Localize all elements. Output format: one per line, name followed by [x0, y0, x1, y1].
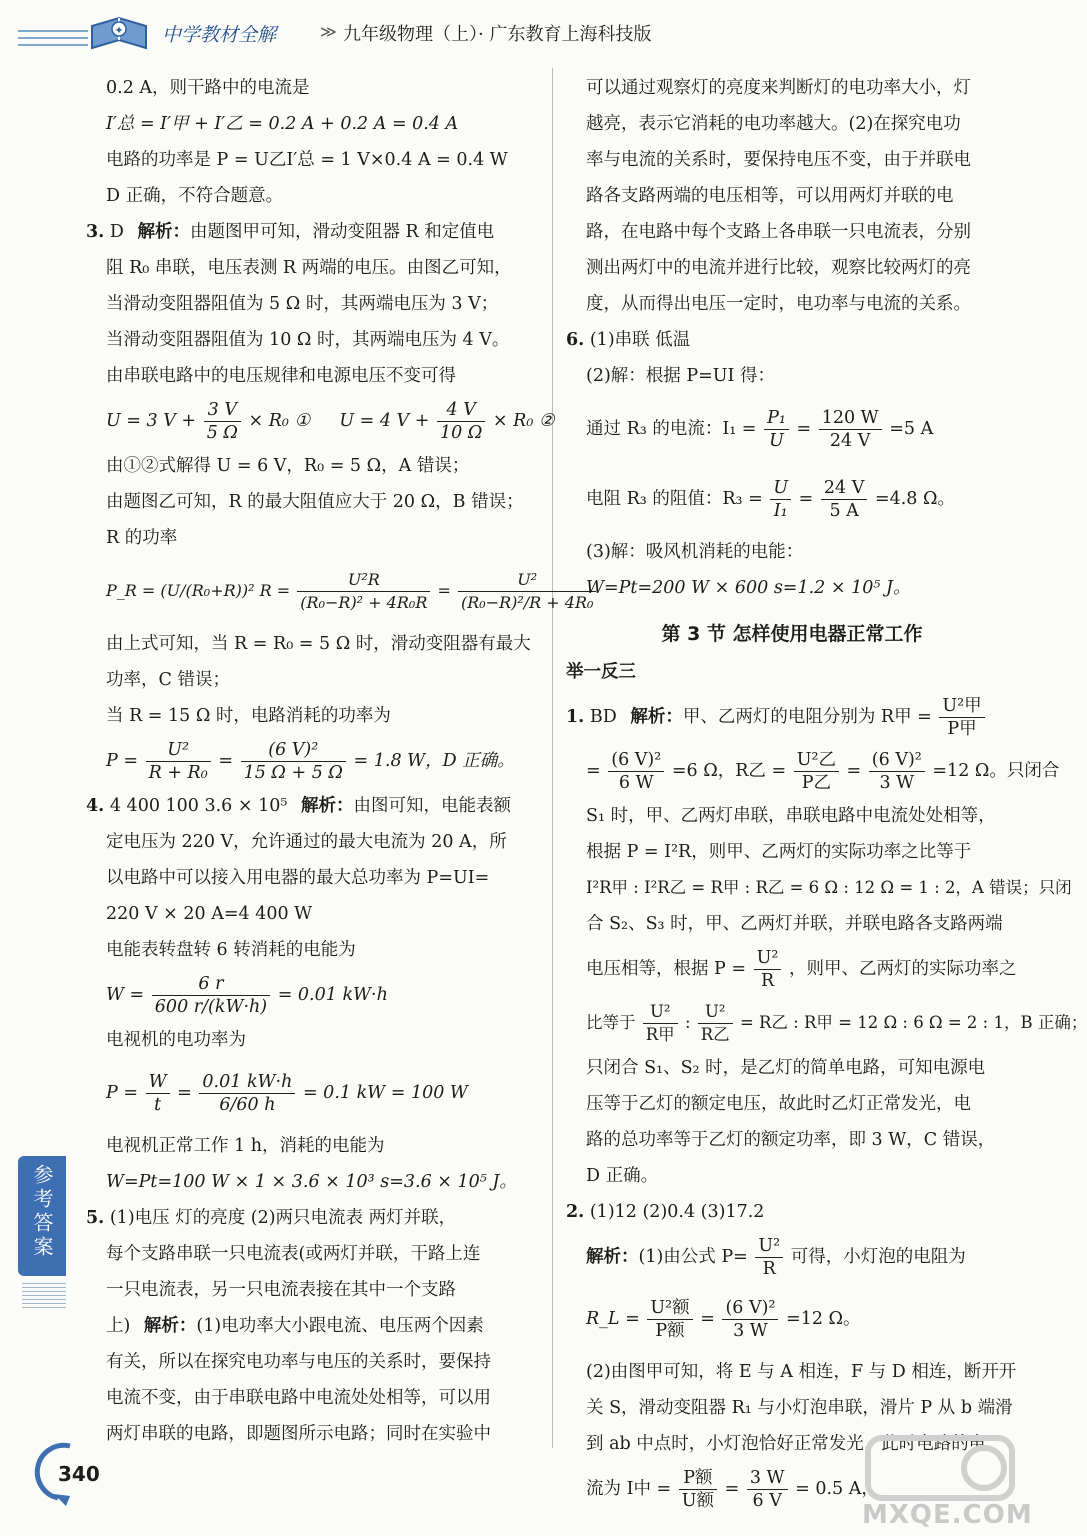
eq-part: =: [177, 1083, 192, 1103]
eq-part: 可得，小灯泡的电阻为: [790, 1247, 966, 1267]
fraction: [643, 1001, 678, 1046]
fraction: [722, 1297, 778, 1342]
numerator: (6 V)²: [722, 1297, 778, 1320]
side-tab-label: 参考答案: [30, 1164, 54, 1260]
eq-part: =: [218, 751, 234, 771]
equation-line: [572, 744, 1060, 798]
text-line: R 的功率: [106, 528, 178, 548]
denominator: R + R₀: [148, 763, 208, 783]
denominator: 5 Ω: [206, 423, 238, 443]
numerator: U²: [458, 569, 596, 592]
denominator: 3 W: [879, 773, 915, 793]
section-title: 第 3 节 怎样使用电器正常工作: [661, 623, 923, 645]
text-line: 由串联电路中的电压规律和电源电压不变可得: [106, 366, 456, 386]
svg-text:✦: ✦: [114, 24, 124, 37]
eq-part: =: [700, 1309, 715, 1329]
eq-part: =12 Ω。只闭合: [932, 761, 1060, 781]
answer: BD: [589, 707, 617, 727]
problem-1: [566, 690, 1012, 744]
analysis-label: 解析：: [630, 707, 683, 727]
text-line: 一只电流表，另一只电流表接在其中一个支路: [106, 1280, 456, 1300]
fraction: [869, 749, 925, 794]
equation-line: [92, 1058, 534, 1128]
analysis-label: 解析：: [586, 1247, 639, 1267]
numerator: P₁: [764, 407, 789, 430]
text-line: 电路的功率是 P = U乙I′总 = 1 V×0.4 A = 0.4 W: [106, 150, 508, 170]
book-subtitle: 九年级物理（上）· 广东教育上海科技版: [343, 24, 652, 45]
numerator: 3 W: [747, 1467, 788, 1490]
fraction: [754, 947, 782, 992]
page-header: [0, 0, 1032, 60]
header-separator: ≫: [320, 22, 337, 41]
numerator: 0.01 kW·h: [199, 1071, 295, 1094]
denominator: 15 Ω + 5 Ω: [243, 763, 343, 783]
numerator: U²: [755, 1235, 783, 1258]
denominator: 5 A: [829, 501, 859, 521]
text-line: W=Pt=200 W × 600 s=1.2 × 10⁵ J。: [586, 578, 911, 598]
eq-part: R_L =: [586, 1309, 640, 1329]
eq-part: U = 3 V +: [106, 411, 197, 431]
fraction: [297, 569, 430, 614]
eq-part: = 1.8 W，D 正确。: [353, 751, 515, 771]
text-line: 可以通过观察灯的亮度来判断灯的电功率大小，灯: [586, 78, 971, 98]
equation-line: [572, 464, 1012, 534]
numerator: U²: [754, 947, 782, 970]
fraction: [794, 749, 839, 794]
fraction: [939, 695, 984, 740]
subsection-title: 举一反三: [566, 662, 636, 682]
equation-line: [572, 942, 1017, 996]
fraction: [821, 477, 867, 522]
denominator: 10 Ω: [440, 423, 483, 443]
text-line: (1)电压 灯的亮度 (2)两只电流表 两灯并联，: [109, 1208, 457, 1228]
text-line: 当滑动变阻器阻值为 10 Ω 时，其两端电压为 4 V。: [106, 330, 510, 350]
eq-part: 流为 I中 =: [586, 1479, 672, 1499]
eq-part: =: [437, 581, 451, 600]
answer: (1)12 (2)0.4 (3)17.2: [589, 1202, 765, 1222]
equation-line: I′总 = I′甲 + I′乙 = 0.2 A + 0.2 A = 0.4 A: [106, 114, 459, 134]
text-line: 以电路中可以接入用电器的最大总功率为 P=UI=: [106, 868, 490, 888]
numerator: W: [146, 1071, 170, 1094]
text-line: (2)解：根据 P=UI 得：: [586, 366, 776, 386]
eq-part: =: [724, 1479, 740, 1499]
eq-part: = 0.01 kW·h: [277, 985, 388, 1005]
text-line: 电能表转盘转 6 转消耗的电能为: [106, 940, 356, 960]
fraction: [819, 407, 882, 452]
denominator: R: [762, 1259, 776, 1279]
eq-part: = R乙 : R甲 = 12 Ω : 6 Ω = 2 : 1，B 正确；: [739, 1013, 1087, 1032]
text-line: 有关，所以在探究电功率与电压的关系时，要保持: [106, 1352, 491, 1372]
text-line: 功率，C 错误；: [106, 670, 230, 690]
fraction: [698, 1001, 733, 1046]
numerator: P额: [679, 1467, 717, 1490]
column-divider: [552, 68, 553, 1448]
question-number: 3.: [86, 222, 105, 242]
side-tab-hatch: [22, 1280, 66, 1308]
eq-part: =: [796, 419, 812, 439]
text-line: 电视机的电功率为: [106, 1030, 246, 1050]
fraction: [437, 399, 485, 444]
text-part: (1)电功率大小跟电流、电压两个因素: [196, 1316, 484, 1336]
eq-part: =5 A: [889, 419, 934, 439]
fraction: [146, 739, 211, 784]
fraction: [647, 1297, 692, 1342]
denominator: (R₀−R)² + 4R₀R: [300, 593, 428, 612]
text-line: 当滑动变阻器阻值为 5 Ω 时，其两端电压为 3 V；: [106, 294, 499, 314]
numerator: 6 r: [152, 973, 270, 996]
text-line: 220 V × 20 A=4 400 W: [106, 904, 313, 924]
analysis-label: 解析：: [137, 222, 190, 242]
denominator: P额: [655, 1321, 685, 1341]
text-line: 率与电流的关系时，要保持电压不变，由于并联电: [586, 150, 971, 170]
equation-line: [92, 734, 534, 788]
text-line: 由上式可知，当 R = R₀ = 5 Ω 时，滑动变阻器有最大: [106, 634, 531, 654]
text-line: 路，在电路中每个支路上各串联一只电流表，分别: [586, 222, 971, 242]
watermark-text: MXQE.COM: [862, 1500, 1033, 1530]
text-line: W=Pt=100 W × 1 × 3.6 × 10³ s=3.6 × 10⁵ J。: [106, 1172, 517, 1192]
equation-line: [572, 1230, 1012, 1284]
left-column: [86, 70, 594, 1452]
answer-key-side-tab: [18, 1156, 66, 1276]
eq-part: = 0.1 kW = 100 W: [302, 1083, 468, 1103]
numerator: (6 V)²: [869, 749, 925, 772]
analysis-label: 解析：: [300, 796, 354, 816]
fraction: [241, 739, 346, 784]
analysis-label: 解析：: [143, 1316, 197, 1336]
numerator: 3 V: [204, 399, 241, 422]
question-number: 5.: [86, 1208, 105, 1228]
text-line: 只闭合 S₁、S₂ 时，是乙灯的简单电路，可知电源电: [586, 1058, 986, 1078]
numerator: U²乙: [794, 749, 839, 772]
denominator: 6/60 h: [219, 1095, 276, 1115]
text-line: 路的总功率等于乙灯的额定功率，即 3 W，C 错误，: [586, 1130, 996, 1150]
answer: 4 400 100 3.6 × 10⁵: [109, 796, 288, 816]
text-line: 阻 R₀ 串联，电压表测 R 两端的电压。由图乙可知，: [106, 258, 512, 278]
eq-part: (1)由公式 P=: [638, 1247, 748, 1267]
text-line: [92, 1308, 534, 1344]
text-line: 度，从而得出电压一定时，电功率与电流的关系。: [586, 294, 971, 314]
equation-line: [572, 394, 1012, 464]
numerator: U²: [698, 1001, 733, 1024]
denominator: I₁: [773, 501, 788, 521]
fraction: [679, 1467, 717, 1512]
fraction: [146, 1071, 170, 1116]
numerator: U²: [643, 1001, 678, 1024]
eq-part: =4.8 Ω。: [874, 489, 956, 509]
text-line: 根据 P = I²R，则甲、乙两灯的实际功率之比等于: [586, 842, 972, 862]
numerator: U²R: [297, 569, 430, 592]
denominator: 24 V: [829, 431, 871, 451]
eq-part: =: [586, 761, 601, 781]
fraction: [747, 1467, 788, 1512]
denominator: 3 W: [733, 1321, 768, 1341]
text-line: 电视机正常工作 1 h，消耗的电能为: [106, 1136, 385, 1156]
text-line: 由图可知，电能表额: [353, 796, 511, 816]
numerator: 4 V: [437, 399, 485, 422]
question-4: [86, 788, 534, 824]
eq-part: 电阻 R₃ 的阻值：R₃ =: [586, 489, 763, 509]
numerator: (6 V)²: [241, 739, 346, 762]
numerator: U²甲: [939, 695, 984, 718]
eq-part: =: [846, 761, 862, 781]
denominator: P乙: [801, 773, 831, 793]
question-6: [566, 322, 1012, 358]
text-line: 到 ab 中点时，小灯泡恰好正常发光，此时电路的电: [586, 1434, 987, 1454]
text-line: D 正确。: [586, 1166, 659, 1186]
eq-part: =: [798, 489, 814, 509]
eq-part: =6 Ω，R乙 =: [671, 761, 787, 781]
denominator: R乙: [700, 1025, 730, 1044]
question-number: 6.: [566, 330, 585, 350]
fraction: [608, 749, 664, 794]
text-line: 路各支路两端的电压相等，可以用两灯并联的电: [586, 186, 954, 206]
eq-part: ，则甲、乙两灯的实际功率之: [789, 959, 1017, 979]
numerator: 120 W: [819, 407, 882, 430]
denominator: P甲: [947, 719, 977, 739]
fraction: [199, 1071, 295, 1116]
denominator: 6 V: [752, 1491, 782, 1511]
denominator: t: [154, 1095, 162, 1115]
text-line: D 正确，不符合题意。: [106, 186, 284, 206]
fraction: [204, 399, 241, 444]
fraction: [152, 973, 270, 1018]
text-line: S₁ 时，甲、乙两灯串联，串联电路中电流处处相等，: [586, 806, 996, 826]
text-line: 每个支路串联一只电流表(或两灯并联，干路上连: [106, 1244, 481, 1264]
eq-part: P =: [106, 751, 139, 771]
text-line: 由题图乙可知，R 的最大阻值应大于 20 Ω，B 错误；: [106, 492, 524, 512]
text-line: 由题图甲可知，滑动变阻器 R 和定值电: [189, 222, 495, 242]
denominator: U: [769, 431, 784, 451]
equation-line: [572, 1284, 1012, 1354]
eq-part: × R₀ ①: [248, 411, 311, 431]
equation-line: [92, 968, 534, 1022]
eq-part: = 0.5 A，: [795, 1479, 879, 1499]
answer: D: [109, 222, 124, 242]
text-line: 关 S，滑动变阻器 R₁ 与小灯泡串联，滑片 P 从 b 端滑: [586, 1398, 1013, 1418]
denominator: R: [760, 971, 775, 991]
eq-part: :: [684, 1013, 691, 1032]
eq-part: P =: [106, 1083, 139, 1103]
text-line: 由①②式解得 U = 6 V，R₀ = 5 Ω，A 错误；: [106, 456, 470, 476]
page-number: 340: [58, 1462, 100, 1486]
denominator: U额: [681, 1491, 715, 1511]
text-line: 定电压为 220 V，允许通过的最大电流为 20 A，所: [106, 832, 507, 852]
numerator: U²: [146, 739, 211, 762]
text-line: 压等于乙灯的额定电压，故此时乙灯正常发光，电: [586, 1094, 971, 1114]
text-part: 甲、乙两灯的电阻分别为 R甲 =: [682, 707, 932, 727]
eq-part: 电压相等，根据 P =: [586, 959, 747, 979]
question-number: 4.: [86, 796, 105, 816]
numerator: 24 V: [821, 477, 867, 500]
equation-line: [92, 394, 555, 448]
fraction: [755, 1235, 783, 1280]
denominator: 600 r/(kW·h): [154, 997, 268, 1017]
book-logo-icon: [88, 10, 150, 54]
numerator: U²额: [647, 1297, 692, 1320]
text-line: 越亮，表示它消耗的电功率越大。(2)在探究电功: [586, 114, 961, 134]
eq-part: 比等于: [586, 1013, 636, 1032]
question-5: [86, 1200, 534, 1236]
text-line: 合 S₂、S₃ 时，甲、乙两灯并联，并联电路各支路两端: [586, 914, 1003, 934]
eq-part: 通过 R₃ 的电流：I₁ =: [586, 419, 757, 439]
text-line: 测出两灯中的电流并进行比较，观察比较两灯的亮: [586, 258, 971, 278]
text-line: I²R甲 : I²R乙 = R甲 : R乙 = 6 Ω : 12 Ω = 1 : 2，A 错误；只闭: [586, 878, 1072, 897]
text-part: 上): [106, 1316, 131, 1336]
eq-part: P_R = (U/(R₀+R))² R =: [106, 581, 291, 600]
text-line: (3)解：吸风机消耗的电能：: [586, 542, 804, 562]
problem-2: [566, 1194, 1012, 1230]
text-line: 0.2 A，则干路中的电流是: [106, 78, 310, 98]
text-line: 两灯串联的电路，即题图所示电路；同时在实验中: [106, 1424, 491, 1444]
question-3: [86, 214, 534, 250]
numerator: U: [770, 477, 791, 500]
fraction: [764, 407, 789, 452]
series-title: 中学教材全解: [162, 24, 277, 46]
question-number: 1.: [566, 707, 585, 727]
eq-part: U = 4 V +: [339, 411, 430, 431]
text-line: 电流不变，由于串联电路中电流处处相等，可以用: [106, 1388, 491, 1408]
text-line: (1)串联 低温: [589, 330, 691, 350]
fraction: [770, 477, 791, 522]
eq-part: × R₀ ②: [492, 411, 555, 431]
question-number: 2.: [566, 1202, 585, 1222]
eq-part: W =: [106, 985, 145, 1005]
text-line: 当 R = 15 Ω 时，电路消耗的功率为: [106, 706, 391, 726]
denominator: (R₀−R)²/R + 4R₀: [460, 593, 594, 612]
equation-line: [572, 996, 1087, 1050]
header-decor-lines: [18, 30, 88, 51]
equation-line: [92, 556, 594, 626]
denominator: R甲: [645, 1025, 675, 1044]
numerator: (6 V)²: [608, 749, 664, 772]
eq-part: =12 Ω。: [786, 1309, 861, 1329]
text-line: (2)由图甲可知，将 E 与 A 相连，F 与 D 相连，断开开: [586, 1362, 1017, 1382]
denominator: 6 W: [618, 773, 654, 793]
